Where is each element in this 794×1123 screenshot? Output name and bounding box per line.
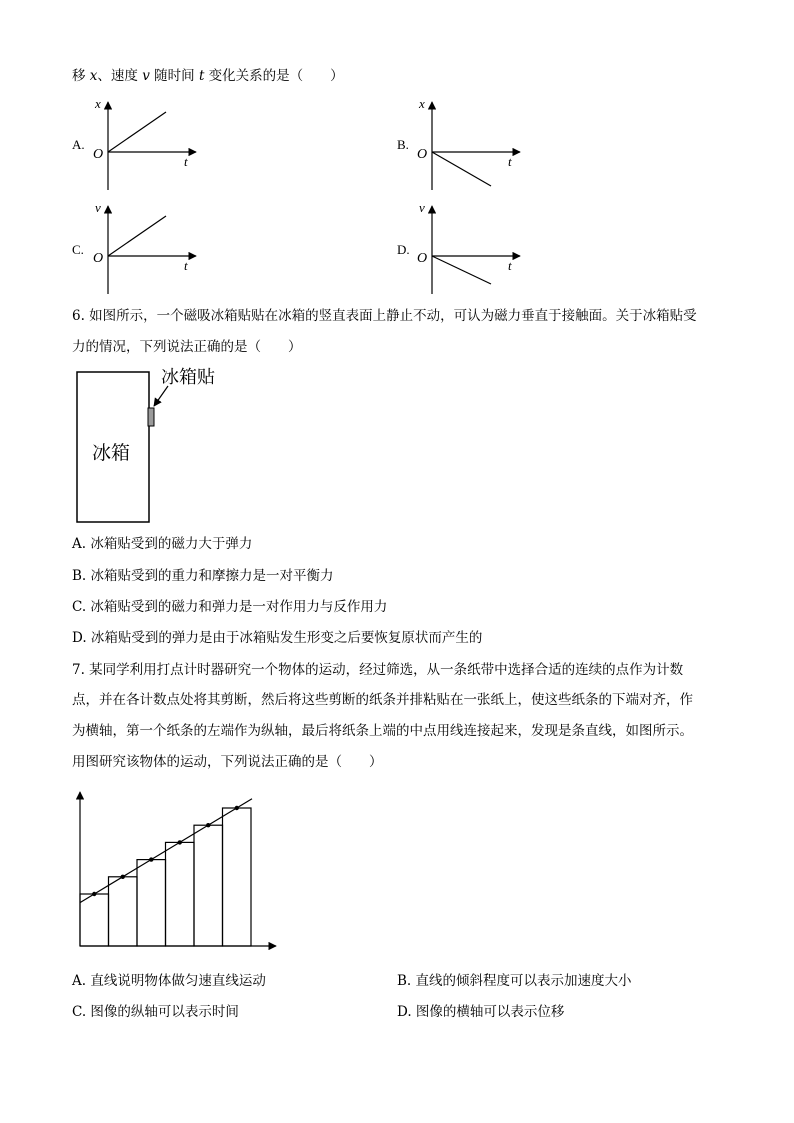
q7-choice-c[interactable]: C. 图像的纵轴可以表示时间 — [72, 1004, 239, 1020]
strip-midpoint — [121, 875, 125, 879]
strip-midpoint — [235, 806, 239, 810]
graph-line — [108, 216, 166, 256]
x-axis-label: t — [508, 154, 512, 169]
q6-fridge-figure — [76, 366, 246, 526]
q5-option-d-label[interactable]: D. — [397, 242, 410, 257]
q6-stem-line-2: 力的情况，下列说法正确的是（ ） — [72, 339, 302, 355]
paper-strip — [137, 860, 166, 946]
strip-midpoint — [178, 840, 182, 844]
paper-strip — [223, 808, 252, 946]
q7-choice-b[interactable]: B. 直线的倾斜程度可以表示加速度大小 — [397, 973, 632, 989]
q5-graph-d — [416, 198, 526, 298]
q5-graph-b — [416, 94, 526, 194]
q5-option-b-label[interactable]: B. — [397, 137, 409, 152]
q7-paper-tape-figure — [70, 788, 280, 953]
y-axis-label: v — [95, 200, 101, 215]
origin-label: O — [93, 251, 104, 266]
q5-stem-tail: 移 x、速度 v 随时间 t 变化关系的是（ ） — [72, 68, 344, 84]
pointer-arrow — [154, 386, 168, 406]
x-axis-label: t — [508, 258, 512, 273]
origin-label: O — [417, 147, 428, 162]
graph-line — [432, 256, 491, 284]
q5-graph-a — [92, 94, 202, 194]
q6-choice-b[interactable]: B. 冰箱贴受到的重力和摩擦力是一对平衡力 — [72, 568, 334, 584]
strip-midpoint — [92, 892, 96, 896]
paper-strip — [109, 877, 138, 946]
q5-option-a-label[interactable]: A. — [72, 137, 85, 152]
q7-stem-line-2: 点，并在各计数点处将其剪断，然后将这些剪断的纸条并排粘贴在一张纸上，使这些纸条的下端对齐，作 — [72, 692, 693, 708]
strip-midpoint — [206, 823, 210, 827]
y-axis-label: x — [419, 96, 425, 111]
q5-option-c-label[interactable]: C. — [72, 242, 84, 257]
magnet-label: 冰箱贴 — [161, 367, 215, 387]
q5-graph-c — [92, 198, 202, 298]
q7-choice-a[interactable]: A. 直线说明物体做匀速直线运动 — [72, 973, 266, 989]
origin-label: O — [417, 251, 428, 266]
graph-line — [432, 152, 491, 186]
magnet — [148, 408, 154, 426]
x-axis-label: t — [184, 154, 188, 169]
strip-midpoint — [149, 857, 153, 861]
q7-stem-line-3: 为横轴，第一个纸条的左端作为纵轴，最后将纸条上端的中点用线连接起来，发现是条直线，如图所示。 — [72, 723, 693, 739]
x-axis-label: t — [184, 258, 188, 273]
paper-strip — [166, 842, 195, 946]
q6-choice-c[interactable]: C. 冰箱贴受到的磁力和弹力是一对作用力与反作用力 — [72, 599, 388, 615]
fridge-label: 冰箱 — [92, 443, 131, 464]
q7-stem-line-1: 7. 某同学利用打点计时器研究一个物体的运动，经过筛选，从一条纸带中选择合适的连续的点作为计数 — [72, 662, 684, 678]
q6-stem-line-1: 6. 如图所示，一个磁吸冰箱贴贴在冰箱的竖直表面上静止不动，可认为磁力垂直于接触面。关于冰箱贴受 — [72, 308, 697, 324]
paper-strip — [80, 894, 109, 946]
paper-strip — [194, 825, 223, 946]
q6-choice-a[interactable]: A. 冰箱贴受到的磁力大于弹力 — [72, 536, 253, 552]
origin-label: O — [93, 147, 104, 162]
y-axis-label: x — [95, 96, 101, 111]
q6-choice-d[interactable]: D. 冰箱贴受到的弹力是由于冰箱贴发生形变之后要恢复原状而产生的 — [72, 630, 483, 646]
graph-line — [108, 112, 166, 152]
q7-stem-line-4: 用图研究该物体的运动，下列说法正确的是（ ） — [72, 754, 383, 770]
y-axis-label: v — [419, 200, 425, 215]
q7-choice-d[interactable]: D. 图像的横轴可以表示位移 — [397, 1004, 565, 1020]
